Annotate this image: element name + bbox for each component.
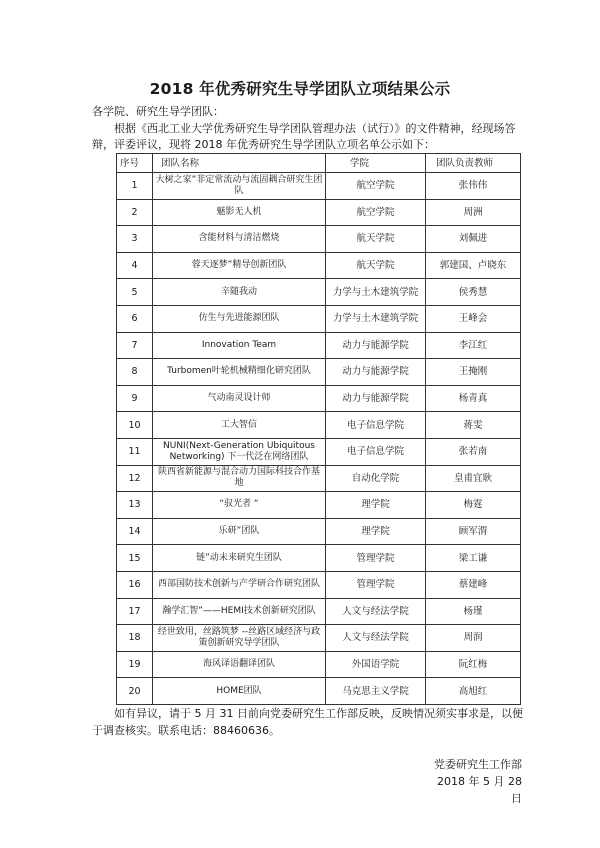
cell-index: 16 — [117, 571, 153, 598]
cell-index: 18 — [117, 625, 153, 652]
cell-school: 人文与经法学院 — [326, 625, 426, 652]
cell-lead-teacher: 杨青真 — [426, 385, 521, 412]
cell-school: 电子信息学院 — [326, 412, 426, 439]
cell-lead-teacher: 杨瑾 — [426, 598, 521, 625]
cell-school: 理学院 — [326, 518, 426, 545]
signature-date: 2018 年 5 月 28 日 — [437, 775, 522, 805]
objection-notice: 如有异议，请于 5 月 31 日前向党委研究生工作部反映，反映情况须实事求是，以便于调查核实。联系电话：88460636。 — [92, 707, 523, 737]
cell-index: 4 — [117, 252, 153, 279]
cell-team-name: 瀚学汇智”——HEMI技术创新研究团队 — [153, 598, 326, 625]
cell-index: 14 — [117, 518, 153, 545]
table-row — [117, 173, 521, 200]
cell-school: 动力与能源学院 — [326, 359, 426, 386]
cell-school: 自动化学院 — [326, 465, 426, 492]
cell-school: 航空学院 — [326, 199, 426, 226]
cell-lead-teacher: 郭建国、卢晓东 — [426, 252, 521, 279]
cell-team-name: Turbomen叶轮机械精细化研究团队 — [153, 359, 326, 386]
cell-school: 人文与经法学院 — [326, 598, 426, 625]
cell-team-name: Innovation Team — [153, 332, 326, 359]
cell-lead-teacher: 蔡建峰 — [426, 571, 521, 598]
table-row — [117, 518, 521, 545]
cell-school: 航天学院 — [326, 252, 426, 279]
cell-lead-teacher: 张伟伟 — [426, 173, 521, 200]
table-header-row — [117, 154, 521, 173]
salutation: 各学院、研究生导学团队： — [92, 105, 224, 118]
cell-index: 3 — [117, 226, 153, 253]
header-team-name: 团队名称 — [153, 154, 326, 173]
cell-team-name: 海风译语翻译团队 — [153, 651, 326, 678]
table-row — [117, 412, 521, 439]
cell-team-name: 工大智信 — [153, 412, 326, 439]
cell-team-name: HOME团队 — [153, 678, 326, 705]
cell-index: 8 — [117, 359, 153, 386]
header-school: 学院 — [326, 154, 426, 173]
table-row — [117, 651, 521, 678]
cell-school: 管理学院 — [326, 545, 426, 572]
cell-team-name: “驭光者 “ — [153, 492, 326, 519]
cell-lead-teacher: 周洲 — [426, 199, 521, 226]
cell-index: 10 — [117, 412, 153, 439]
cell-index: 7 — [117, 332, 153, 359]
cell-team-name: 魅影无人机 — [153, 199, 326, 226]
cell-lead-teacher: 阮红梅 — [426, 651, 521, 678]
cell-school: 航天学院 — [326, 226, 426, 253]
table-row — [117, 305, 521, 332]
cell-index: 19 — [117, 651, 153, 678]
cell-school: 力学与土木建筑学院 — [326, 305, 426, 332]
cell-school: 外国语学院 — [326, 651, 426, 678]
cell-school: 动力与能源学院 — [326, 385, 426, 412]
cell-lead-teacher: 皇甫宜耿 — [426, 465, 521, 492]
table-row — [117, 465, 521, 492]
signature-block — [426, 756, 522, 807]
cell-lead-teacher: 梅霆 — [426, 492, 521, 519]
cell-team-name: 气动南灵设计师 — [153, 385, 326, 412]
cell-lead-teacher: 高旭红 — [426, 678, 521, 705]
header-index: 序号 — [117, 154, 153, 173]
cell-lead-teacher: 侯秀慧 — [426, 279, 521, 306]
table-row — [117, 571, 521, 598]
cell-team-name: NUNI(Next-Generation Ubiquitous Networking) 下一代泛在网络团队 — [153, 438, 326, 465]
cell-index: 9 — [117, 385, 153, 412]
header-lead-teacher: 团队负责教师 — [426, 154, 521, 173]
table-row — [117, 385, 521, 412]
table-row — [117, 678, 521, 705]
cell-index: 1 — [117, 173, 153, 200]
table-row — [117, 226, 521, 253]
cell-school: 电子信息学院 — [326, 438, 426, 465]
cell-lead-teacher: 刘佩进 — [426, 226, 521, 253]
cell-lead-teacher: 周润 — [426, 625, 521, 652]
cell-team-name: 西部国防技术创新与产学研合作研究团队 — [153, 571, 326, 598]
cell-team-name: 经世致用，丝路筑梦 --丝路区域经济与政策创新研究导学团队 — [153, 625, 326, 652]
table-row — [117, 332, 521, 359]
table-row — [117, 199, 521, 226]
table-row — [117, 252, 521, 279]
cell-team-name: 含能材料与清洁燃烧 — [153, 226, 326, 253]
cell-index: 2 — [117, 199, 153, 226]
cell-team-name: 大树之家”非定常流动与流固耦合研究生团队 — [153, 173, 326, 200]
cell-school: 动力与能源学院 — [326, 332, 426, 359]
document-title: 2018 年优秀研究生导学团队立项结果公示 — [149, 80, 451, 98]
cell-index: 11 — [117, 438, 153, 465]
cell-index: 6 — [117, 305, 153, 332]
cell-index: 12 — [117, 465, 153, 492]
cell-team-name: 仿生与先进能源团队 — [153, 305, 326, 332]
table-row — [117, 598, 521, 625]
cell-team-name: 蓉天逐梦”精导创新团队 — [153, 252, 326, 279]
cell-lead-teacher: 张若南 — [426, 438, 521, 465]
cell-index: 20 — [117, 678, 153, 705]
signature-org: 党委研究生工作部 — [434, 758, 522, 771]
cell-team-name: 链”动未来研究生团队 — [153, 545, 326, 572]
cell-lead-teacher: 王掩刚 — [426, 359, 521, 386]
cell-team-name: 乐研”团队 — [153, 518, 326, 545]
cell-lead-teacher: 顾军渭 — [426, 518, 521, 545]
cell-team-name: 辛随我动 — [153, 279, 326, 306]
cell-index: 5 — [117, 279, 153, 306]
cell-team-name: 陕西省新能源与混合动力国际科技合作基地 — [153, 465, 326, 492]
cell-lead-teacher: 蒋雯 — [426, 412, 521, 439]
cell-school: 马克思主义学院 — [326, 678, 426, 705]
results-table — [116, 153, 521, 705]
cell-school: 力学与土木建筑学院 — [326, 279, 426, 306]
table-row — [117, 279, 521, 306]
table-row — [117, 438, 521, 465]
cell-lead-teacher: 梁工谦 — [426, 545, 521, 572]
table-row — [117, 492, 521, 519]
table-row — [117, 625, 521, 652]
intro-paragraph: 根据《西北工业大学优秀研究生导学团队管理办法（试行）》的文件精神，经现场答辩，评委评议，现将 2018 年优秀研究生导学团队立项名单公示如下： — [92, 122, 516, 151]
cell-school: 航空学院 — [326, 173, 426, 200]
table-row — [117, 359, 521, 386]
cell-index: 15 — [117, 545, 153, 572]
cell-lead-teacher: 李江红 — [426, 332, 521, 359]
cell-school: 理学院 — [326, 492, 426, 519]
cell-school: 管理学院 — [326, 571, 426, 598]
cell-index: 13 — [117, 492, 153, 519]
cell-index: 17 — [117, 598, 153, 625]
table-row — [117, 545, 521, 572]
cell-lead-teacher: 王峰会 — [426, 305, 521, 332]
